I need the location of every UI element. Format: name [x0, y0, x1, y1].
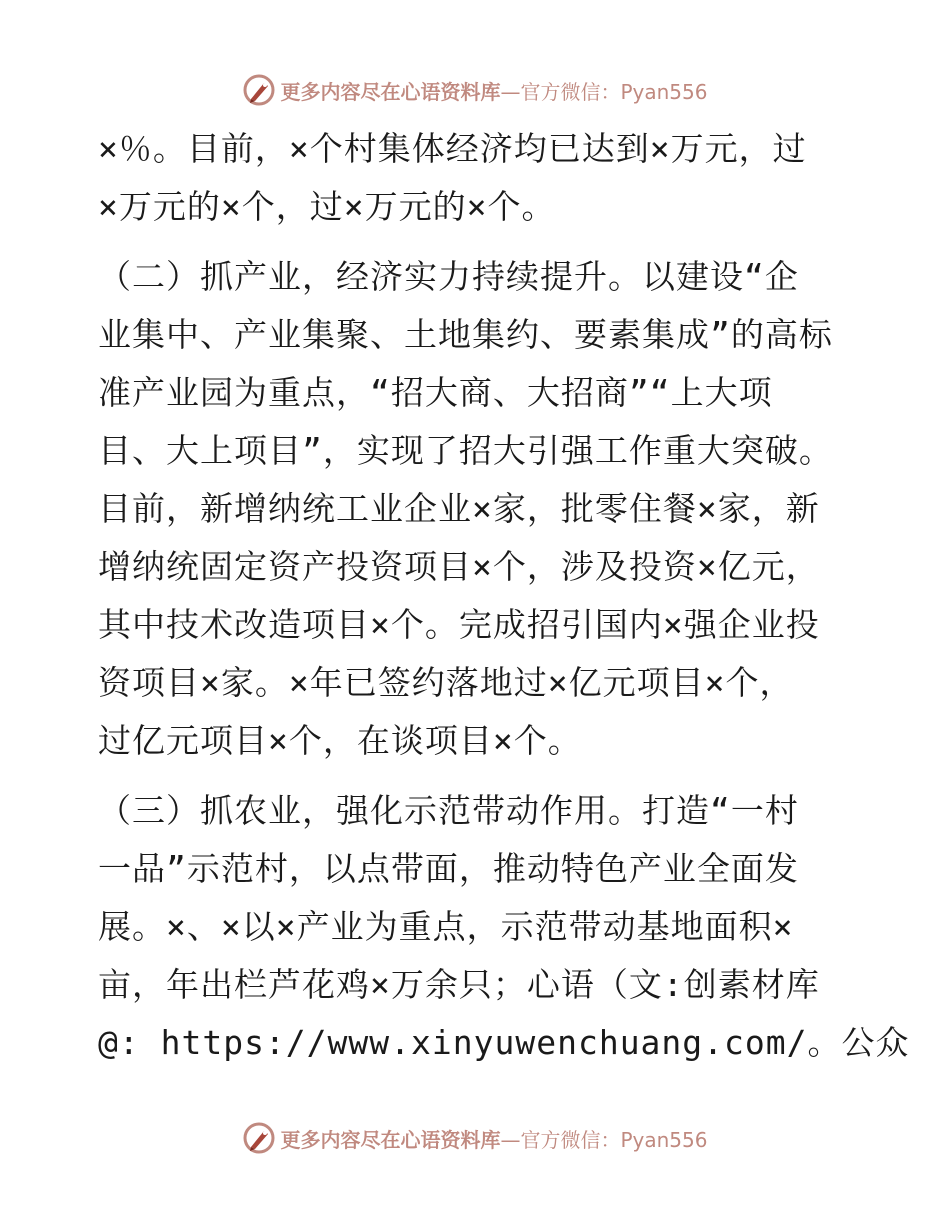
text-line: 展。×、×以×产业为重点，示范带动基地面积×	[98, 907, 794, 946]
watermark-contact: —官方微信：Pyan556	[500, 79, 708, 104]
text-line: 过亿元项目×个，在谈项目×个。	[98, 721, 582, 760]
footer-watermark	[0, 1118, 950, 1158]
text-line: 资项目×家。×年已签约落地过×亿元项目×个，	[98, 663, 794, 702]
text-line: 增纳统固定资产投资项目×个，涉及投资×亿元，	[98, 547, 820, 586]
pen-logo-icon	[242, 73, 276, 107]
watermark-contact: —官方微信：Pyan556	[500, 1127, 708, 1152]
text-line: 目、大上项目”，实现了招大引强工作重大突破。	[98, 431, 833, 470]
text-line: （三）抓农业，强化示范带动作用。打造“一村	[98, 791, 799, 830]
text-line: 目前，新增纳统工业企业×家，批零住餐×家，新	[98, 489, 820, 528]
paragraph	[98, 248, 858, 770]
text-line: 亩，年出栏芦花鸡×万余只；心语（文:创素材库	[98, 965, 820, 1004]
text-line: 准产业园为重点，“招大商、大招商”“上大项	[98, 373, 773, 412]
paragraph	[98, 782, 910, 1072]
watermark-brand: 更多内容尽在心语资料库	[280, 1127, 501, 1152]
watermark-brand: 更多内容尽在心语资料库	[280, 79, 501, 104]
text-line: ×万元的×个，过×万元的×个。	[98, 187, 556, 226]
text-line: 一品”示范村，以点带面，推动特色产业全面发	[98, 849, 799, 888]
document-body	[98, 120, 910, 1072]
text-line: 其中技术改造项目×个。完成招引国内×强企业投	[98, 605, 820, 644]
text-line: @: https://www.xinyuwenchuang.com/。公众	[98, 1023, 910, 1062]
header-watermark	[0, 70, 950, 110]
text-line: （二）抓产业，经济实力持续提升。以建设“企	[98, 257, 799, 296]
text-line: ×％。目前，×个村集体经济均已达到×万元，过	[98, 129, 807, 168]
paragraph	[98, 120, 858, 236]
pen-logo-icon	[242, 1121, 276, 1155]
text-line: 业集中、产业集聚、土地集约、要素集成”的高标	[98, 315, 833, 354]
